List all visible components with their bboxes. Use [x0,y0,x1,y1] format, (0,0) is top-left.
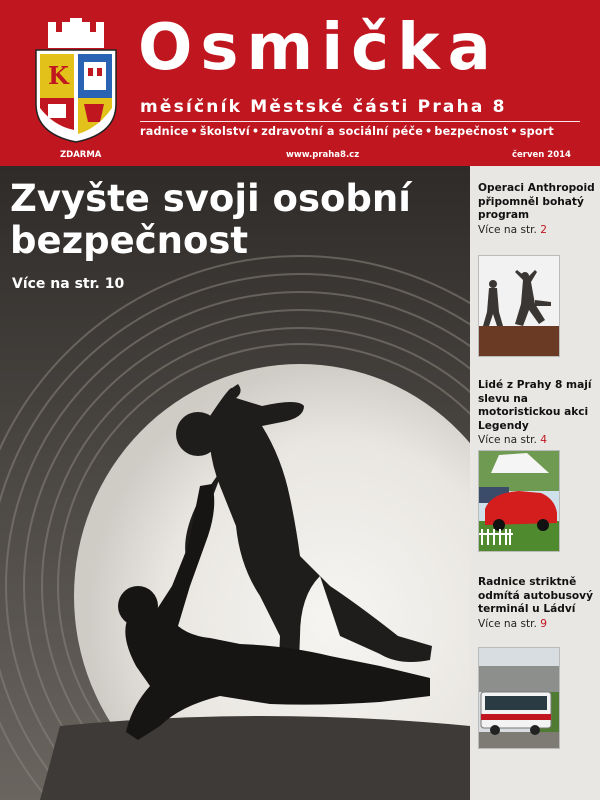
topic-item: školství [199,125,250,138]
teaser-page-reference: Více na str. 4 [478,434,548,446]
magazine-subtitle: měsíčník Městské části Praha 8 [140,97,507,117]
issue-info-bar [0,148,600,164]
topic-item: bezpečnost [434,125,509,138]
magazine-title: Osmička [138,11,499,85]
teaser-page-reference: Více na str. 9 [478,617,548,630]
issue-date: červen 2014 [512,150,571,160]
topic-item: zdravotní a sociální péče [261,125,424,138]
teaser-anthropoid[interactable] [478,182,596,237]
topic-item: radnice [140,125,189,138]
teaser-bus-terminal[interactable] [478,576,596,631]
teaser-thumbnail-bus [478,647,560,749]
city-coat-of-arms-icon [34,18,118,144]
masthead [0,0,600,166]
teaser-legendy[interactable] [478,379,596,447]
header-divider [140,121,580,122]
teaser-title: Lidé z Prahy 8 mají slevu na motoristickou akci Legendy [478,379,592,432]
teaser-thumbnail-statue [478,255,560,357]
cover-headline: Zvyšte svoji osobní bezpečnost [10,177,411,262]
teaser-thumbnail-car [478,450,560,552]
svg-text:K: K [48,61,69,90]
teaser-page-reference: Více na str. 2 [478,223,548,236]
topic-item: sport [519,125,554,138]
teaser-title: Operaci Anthropoid připomněl bohatý program [478,182,595,221]
teaser-title: Radnice striktně odmítá autobusový terminál u Ládví [478,576,593,615]
price-label: ZDARMA [60,150,102,160]
cover-page-reference: Více na str. 10 [12,276,125,292]
website-link[interactable]: www.praha8.cz [286,150,360,160]
topic-list: radnice • školství • zdravotní a sociální péče • bezpečnost • sport [140,125,554,138]
